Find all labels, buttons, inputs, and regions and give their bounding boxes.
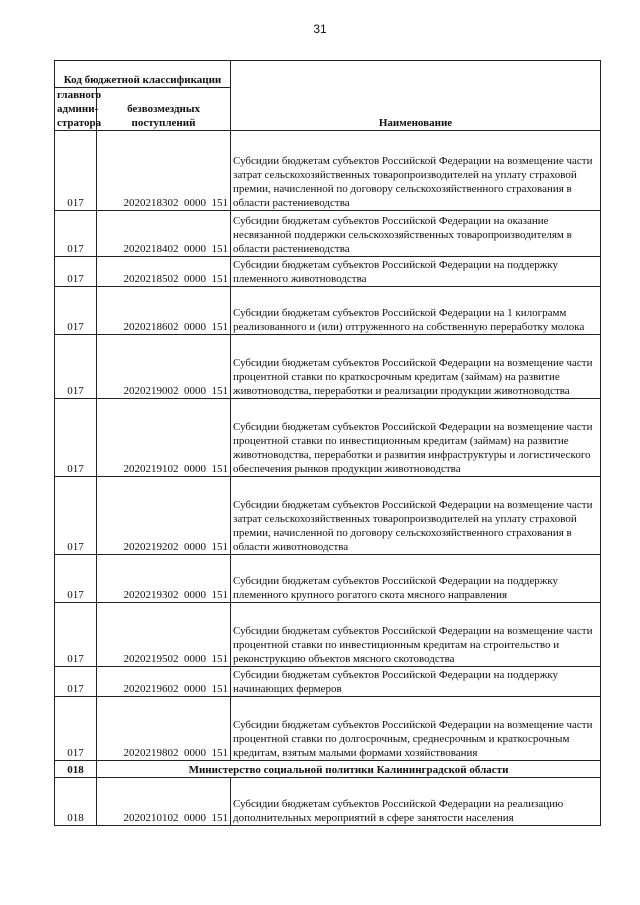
revenue-code: 2020218602 0000 151 bbox=[97, 287, 231, 335]
row-name: Субсидии бюджетам субъектов Российской Федерации на возмещение части процентной ставки по долгосрочным, среднесрочным и краткосрочным кредитам, взятым малыми формами хозяйствования bbox=[231, 697, 601, 761]
row-name: Субсидии бюджетам субъектов Российской Федерации на возмещение части затрат сельскохозяйственных товаропроизводителей на уплату страховой премии, начисленной по договору сельскохозяйственного страхования в области животноводства bbox=[231, 477, 601, 555]
row-name: Субсидии бюджетам субъектов Российской Федерации на поддержку племенного крупного рогатого скота мясного направления bbox=[231, 555, 601, 603]
header-name: Наименование bbox=[231, 61, 601, 131]
section-admin-code: 018 bbox=[55, 761, 97, 778]
admin-code: 017 bbox=[55, 697, 97, 761]
table-row bbox=[55, 335, 601, 399]
row-name: Субсидии бюджетам субъектов Российской Федерации на возмещение части процентной ставки по инвестиционным кредитам (займам) на развитие животноводства, переработки и развития инфраструктуры и логистического обеспечения рынков продукции животноводства bbox=[231, 399, 601, 477]
admin-code: 017 bbox=[55, 211, 97, 257]
section-row bbox=[55, 761, 601, 778]
row-name: Субсидии бюджетам субъектов Российской Федерации на возмещение части процентной ставки по краткосрочным кредитам (займам) на развитие животноводства, переработки и реализации продукции животноводства bbox=[231, 335, 601, 399]
revenue-code: 2020219102 0000 151 bbox=[97, 399, 231, 477]
revenue-code: 2020218302 0000 151 bbox=[97, 131, 231, 211]
admin-code: 017 bbox=[55, 603, 97, 667]
row-name: Субсидии бюджетам субъектов Российской Федерации на оказание несвязанной поддержки сельскохозяйственных товаропроизводителям в области растениеводства bbox=[231, 211, 601, 257]
revenue-code: 2020219002 0000 151 bbox=[97, 335, 231, 399]
table-row bbox=[55, 477, 601, 555]
revenue-code: 2020219602 0000 151 bbox=[97, 667, 231, 697]
revenue-code: 2020219202 0000 151 bbox=[97, 477, 231, 555]
row-name: Субсидии бюджетам субъектов Российской Федерации на 1 килограмм реализованного и (или) отгруженного на собственную переработку молока bbox=[231, 287, 601, 335]
table-row bbox=[55, 603, 601, 667]
header-receipts: безвозмездных поступлений bbox=[97, 88, 231, 131]
header-row-top bbox=[55, 61, 601, 88]
revenue-code: 2020219502 0000 151 bbox=[97, 603, 231, 667]
admin-code: 018 bbox=[55, 778, 97, 826]
row-name: Субсидии бюджетам субъектов Российской Федерации на возмещение части процентной ставки по инвестиционным кредитам на строительство и реконструкцию объектов мясного скотоводства bbox=[231, 603, 601, 667]
section-title: Министерство социальной политики Калининградской области bbox=[97, 761, 601, 778]
table-row bbox=[55, 697, 601, 761]
row-name: Субсидии бюджетам субъектов Российской Федерации на поддержку племенного животноводства bbox=[231, 257, 601, 287]
revenue-code: 2020218502 0000 151 bbox=[97, 257, 231, 287]
budget-classification-table bbox=[54, 60, 601, 826]
header-admin: главного админи-стратора bbox=[55, 88, 97, 131]
row-name: Субсидии бюджетам субъектов Российской Федерации на возмещение части затрат сельскохозяйственных товаропроизводителей на уплату страховой премии, начисленной по договору сельскохозяйственного страхования в области растениеводства bbox=[231, 131, 601, 211]
admin-code: 017 bbox=[55, 399, 97, 477]
admin-code: 017 bbox=[55, 131, 97, 211]
table-row bbox=[55, 257, 601, 287]
table-row bbox=[55, 555, 601, 603]
revenue-code: 2020210102 0000 151 bbox=[97, 778, 231, 826]
page-number: 31 bbox=[313, 22, 327, 36]
admin-code: 017 bbox=[55, 667, 97, 697]
admin-code: 017 bbox=[55, 335, 97, 399]
table-row bbox=[55, 399, 601, 477]
admin-code: 017 bbox=[55, 287, 97, 335]
row-name: Субсидии бюджетам субъектов Российской Федерации на реализацию дополнительных мероприятий в сфере занятости населения bbox=[231, 778, 601, 826]
table-row bbox=[55, 287, 601, 335]
header-classification-code: Код бюджетной классификации bbox=[55, 61, 231, 88]
revenue-code: 2020218402 0000 151 bbox=[97, 211, 231, 257]
admin-code: 017 bbox=[55, 555, 97, 603]
row-name: Субсидии бюджетам субъектов Российской Федерации на поддержку начинающих фермеров bbox=[231, 667, 601, 697]
admin-code: 017 bbox=[55, 477, 97, 555]
table-row bbox=[55, 778, 601, 826]
admin-code: 017 bbox=[55, 257, 97, 287]
revenue-code: 2020219802 0000 151 bbox=[97, 697, 231, 761]
revenue-code: 2020219302 0000 151 bbox=[97, 555, 231, 603]
table-row bbox=[55, 667, 601, 697]
table-row bbox=[55, 211, 601, 257]
table-row bbox=[55, 131, 601, 211]
